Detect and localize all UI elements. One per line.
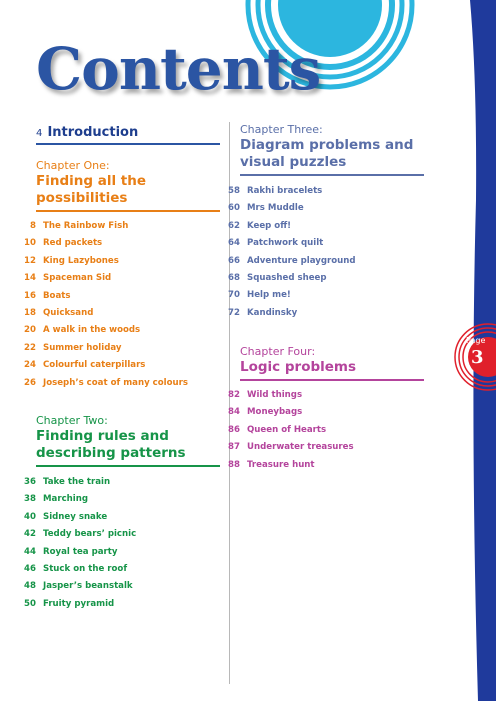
- item-page-number: 8: [30, 221, 36, 231]
- item-label: Take the train: [43, 477, 111, 487]
- item-label: Mrs Muddle: [247, 203, 304, 214]
- item-label: Queen of Hearts: [247, 424, 327, 435]
- item-page-number: 36: [24, 477, 36, 487]
- chapter-one-item[interactable]: [18, 378, 188, 395]
- item-label: Jasper’s beanstalk: [43, 581, 133, 592]
- item-page-number: 82: [228, 390, 240, 400]
- item-label: Marching: [43, 494, 89, 505]
- chapter-one-title-line2: possibilities: [36, 190, 128, 206]
- item-label: Summer holiday: [43, 342, 122, 353]
- item-label: Moneybags: [247, 407, 303, 418]
- chapter-one-header: [36, 158, 220, 212]
- chapter-one-item[interactable]: [18, 325, 188, 342]
- item-page-number: 58: [228, 186, 240, 196]
- item-label: Boats: [43, 290, 71, 301]
- item-label: Adventure playground: [247, 255, 356, 266]
- chapter-two-item[interactable]: [18, 494, 136, 511]
- item-page-number: 50: [24, 598, 36, 609]
- chapter-three-item[interactable]: [222, 238, 356, 255]
- item-label: Help me!: [247, 290, 291, 301]
- item-page-number: 14: [24, 273, 36, 284]
- item-page-number: 64: [228, 238, 240, 249]
- item-label: Wild things: [247, 390, 303, 400]
- item-label: Kandinsky: [247, 307, 298, 318]
- chapter-three-title-line1: Diagram problems and: [240, 137, 414, 153]
- chapter-four-item[interactable]: [222, 407, 354, 424]
- chapter-one-item[interactable]: [18, 308, 188, 325]
- item-page-number: 86: [228, 424, 240, 435]
- chapter-four-header: [240, 344, 424, 381]
- chapter-one-item[interactable]: [18, 343, 188, 360]
- item-label: The Rainbow Fish: [43, 221, 129, 231]
- item-page-number: 44: [24, 546, 36, 557]
- chapter-one-list: [18, 221, 188, 395]
- chapter-one-title: [36, 173, 220, 212]
- chapter-three-header: [240, 122, 424, 176]
- item-label: Treasure hunt: [247, 459, 315, 470]
- item-label: Patchwork quilt: [247, 238, 324, 249]
- item-page-number: 24: [24, 360, 36, 371]
- chapter-four-item[interactable]: [222, 442, 354, 459]
- chapter-three-title: [240, 137, 424, 176]
- chapter-two-label: Chapter Two:: [36, 414, 108, 427]
- item-label: Stuck on the roof: [43, 563, 128, 574]
- chapter-one-item[interactable]: [18, 360, 188, 377]
- item-label: Underwater treasures: [247, 442, 354, 453]
- chapter-two-title-line1: Finding rules and: [36, 428, 169, 444]
- chapter-four-title: Logic problems: [240, 359, 424, 381]
- introduction-entry[interactable]: [36, 121, 220, 145]
- chapter-one-item[interactable]: [18, 256, 188, 273]
- chapter-three-item[interactable]: [222, 221, 356, 238]
- item-page-number: 88: [228, 459, 240, 470]
- item-label: Sidney snake: [43, 511, 108, 522]
- chapter-four-label: Chapter Four:: [240, 345, 316, 358]
- chapter-two-item[interactable]: [18, 529, 136, 546]
- introduction-page: 4: [36, 128, 43, 139]
- chapter-three-item[interactable]: [222, 308, 356, 325]
- item-label: Joseph’s coat of many colours: [43, 377, 189, 388]
- item-label: Royal tea party: [43, 546, 118, 557]
- item-page-number: 38: [24, 494, 36, 505]
- item-page-number: 60: [228, 203, 240, 214]
- chapter-three-label: Chapter Three:: [240, 123, 323, 136]
- item-label: Colourful caterpillars: [43, 360, 146, 371]
- item-page-number: 68: [228, 272, 240, 283]
- item-page-number: 42: [24, 529, 36, 540]
- chapter-three-title-line2: visual puzzles: [240, 154, 347, 170]
- chapter-two-item[interactable]: [18, 512, 136, 529]
- item-page-number: 46: [24, 563, 36, 574]
- item-page-number: 26: [24, 377, 36, 388]
- chapter-one-item[interactable]: [18, 221, 188, 238]
- chapter-two-item[interactable]: [18, 564, 136, 581]
- page-badge-word: Page: [466, 336, 486, 345]
- item-page-number: 10: [24, 238, 36, 249]
- item-page-number: 70: [228, 290, 240, 301]
- item-page-number: 16: [24, 290, 36, 301]
- chapter-one-title-line1: Finding all the: [36, 173, 147, 189]
- chapter-two-title-line2: describing patterns: [36, 445, 186, 461]
- chapter-two-title: [36, 428, 220, 467]
- chapter-four-item[interactable]: [222, 390, 354, 407]
- chapter-three-item[interactable]: [222, 256, 356, 273]
- item-label: Spaceman Sid: [43, 273, 112, 284]
- item-label: Fruity pyramid: [43, 598, 115, 609]
- item-page-number: 62: [228, 220, 240, 231]
- chapter-three-item[interactable]: [222, 186, 356, 203]
- item-page-number: 84: [228, 407, 240, 418]
- chapter-one-label: Chapter One:: [36, 159, 110, 172]
- chapter-three-item[interactable]: [222, 273, 356, 290]
- chapter-two-item[interactable]: [18, 599, 136, 616]
- item-page-number: 66: [228, 255, 240, 266]
- chapter-one-item[interactable]: [18, 273, 188, 290]
- chapter-four-list: [222, 390, 354, 477]
- item-page-number: 40: [24, 511, 36, 522]
- item-page-number: 20: [24, 325, 36, 336]
- item-page-number: 72: [228, 307, 240, 318]
- chapter-two-item[interactable]: [18, 477, 136, 494]
- item-label: Squashed sheep: [247, 272, 327, 283]
- item-label: Teddy bears’ picnic: [43, 529, 137, 540]
- item-page-number: 87: [228, 442, 240, 453]
- chapter-two-item[interactable]: [18, 581, 136, 598]
- item-label: King Lazybones: [43, 255, 119, 266]
- chapter-four-item[interactable]: [222, 425, 354, 442]
- chapter-two-list: [18, 477, 136, 616]
- introduction-label: Introduction: [47, 125, 139, 140]
- item-label: Rakhi bracelets: [247, 186, 323, 196]
- page-badge-number: 3: [471, 347, 484, 368]
- item-page-number: 48: [24, 581, 36, 592]
- page-title: Contents: [36, 35, 321, 103]
- chapter-two-header: [36, 413, 220, 467]
- item-label: Red packets: [43, 238, 103, 249]
- chapter-three-list: [222, 186, 356, 325]
- chapter-three-item[interactable]: [222, 290, 356, 307]
- chapter-four-item[interactable]: [222, 460, 354, 477]
- chapter-three-item[interactable]: [222, 203, 356, 220]
- item-label: A walk in the woods: [43, 325, 141, 336]
- item-label: Keep off!: [247, 220, 292, 231]
- chapter-two-item[interactable]: [18, 547, 136, 564]
- item-page-number: 12: [24, 255, 36, 266]
- item-page-number: 22: [24, 342, 36, 353]
- item-page-number: 18: [24, 307, 36, 318]
- item-label: Quicksand: [43, 307, 94, 318]
- chapter-one-item[interactable]: [18, 291, 188, 308]
- chapter-one-item[interactable]: [18, 238, 188, 255]
